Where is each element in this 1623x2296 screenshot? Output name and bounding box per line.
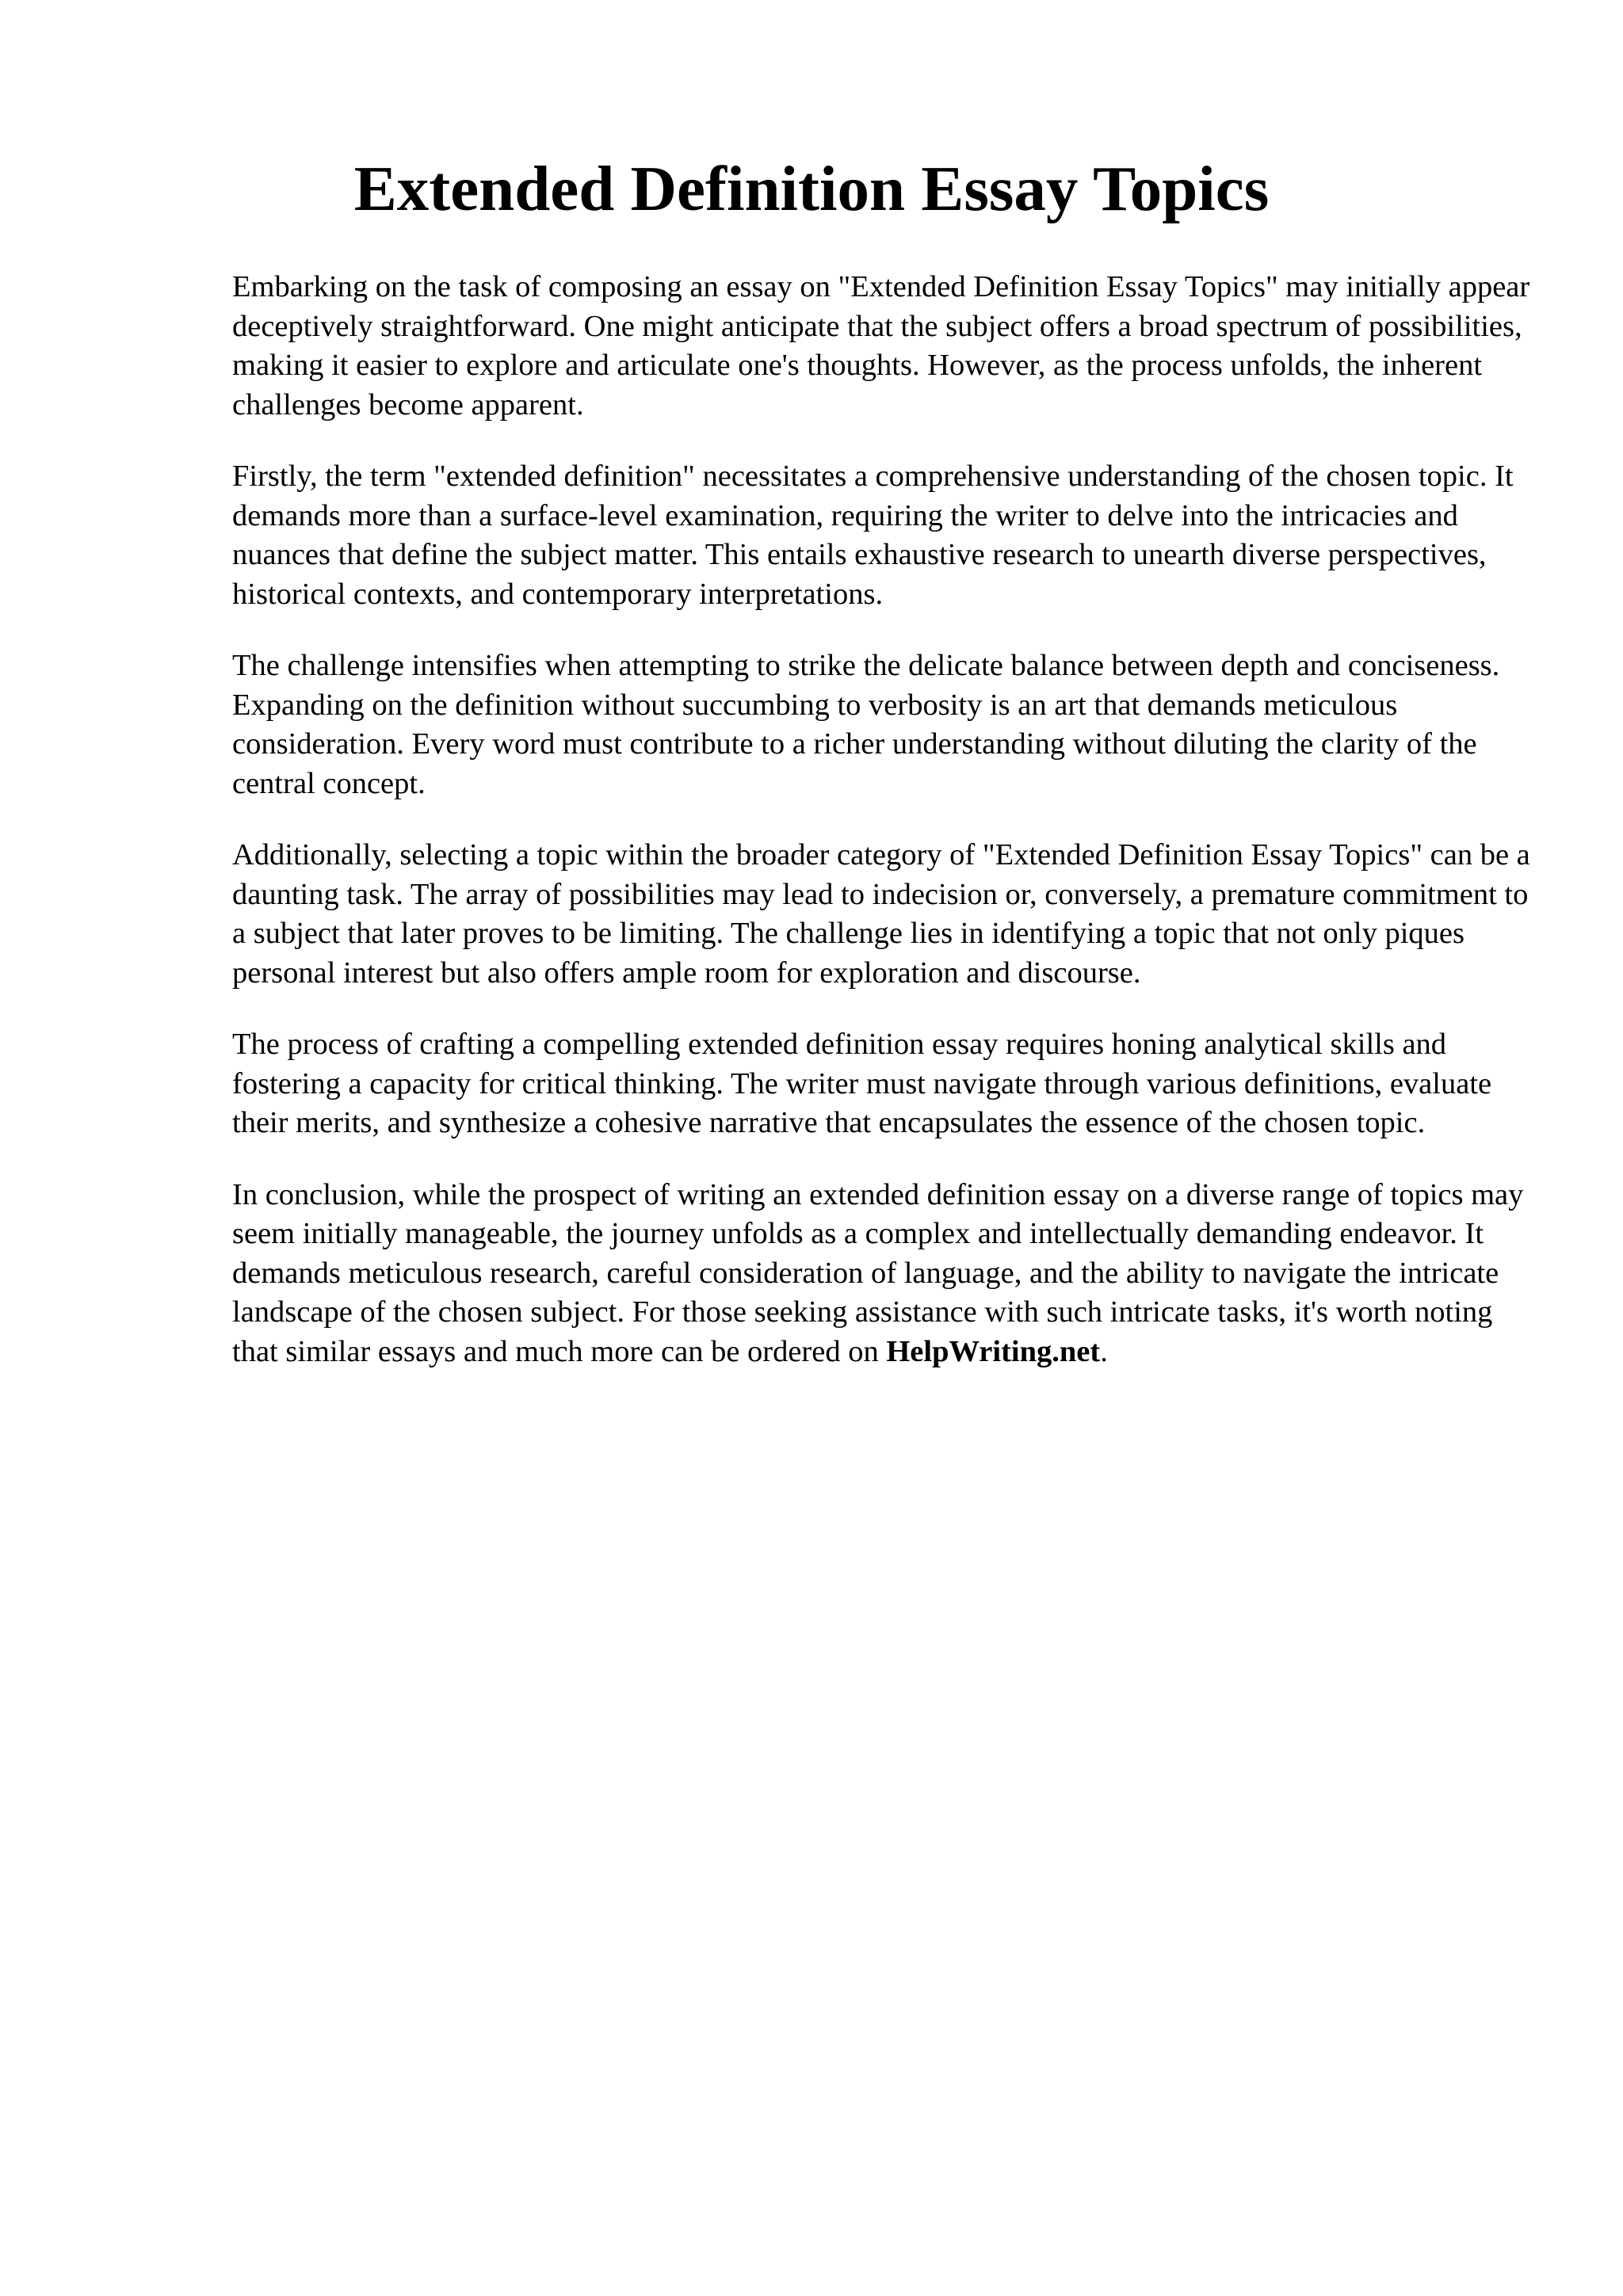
conclusion-period: . <box>1100 1334 1108 1368</box>
document-title: Extended Definition Essay Topics <box>353 153 1270 224</box>
document-body <box>232 268 1532 1404</box>
conclusion-text: In conclusion, while the prospect of writing an extended definition essay on a diverse range of topics may seem initially manageable, the journey unfolds as a complex and intellectually demanding endeavor. It demands meticulous research, careful consideration of language, and the ability to navigate the intricate landscape of the chosen subject. For those seeking assistance with such intricate tasks, it's worth noting that similar essays and much more can be ordered on <box>232 1177 1524 1368</box>
paragraph: Firstly, the term "extended definition" necessitates a comprehensive understanding of the chosen topic. It demands more than a surface-level examination, requiring the writer to delve into the intricacies and nuances that define the subject matter. This entails exhaustive research to unearth diverse perspectives, historical contexts, and contemporary interpretations. <box>232 460 1514 611</box>
paragraph: The challenge intensifies when attempting to strike the delicate balance between depth and conciseness. Expanding on the definition without succumbing to verbosity is an art that demands meticulous consideration. Every word must contribute to a richer understanding without diluting the clarity of the central concept. <box>232 649 1500 800</box>
paragraph: Additionally, selecting a topic within the broader category of "Extended Definition Essay Topics" can be a daunting task. The array of possibilities may lead to indecision or, conversely, a premature commitment to a subject that later proves to be limiting. The challenge lies in identifying a topic that not only piques personal interest but also offers ample room for exploration and discourse. <box>232 838 1530 990</box>
conclusion-paragraph <box>232 1176 1532 1372</box>
paragraph: The process of crafting a compelling extended definition essay requires honing analytical skills and fostering a capacity for critical thinking. The writer must navigate through various definitions, evaluate their merits, and synthesize a cohesive narrative that encapsulates the essence of the chosen topic. <box>232 1028 1492 1139</box>
helpwriting-link[interactable]: HelpWriting.net <box>886 1334 1101 1368</box>
paragraph: Embarking on the task of composing an essay on "Extended Definition Essay Topics" may initially appear deceptively straightforward. One might anticipate that the subject offers a broad spectrum of possibilities, making it easier to explore and articulate one's thoughts. However, as the process unfolds, the inherent challenges become apparent. <box>232 270 1530 421</box>
